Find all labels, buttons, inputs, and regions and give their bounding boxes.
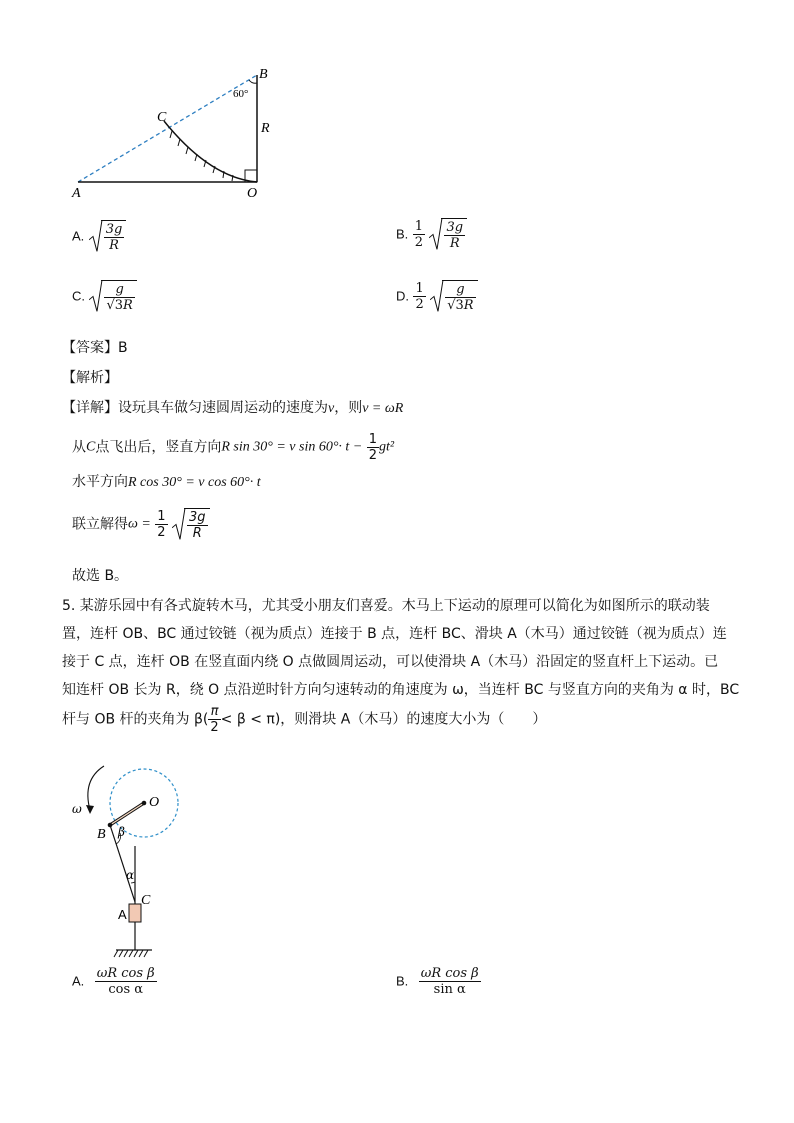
question-5-text: 5. 某游乐园中有各式旋转木马，尤其受小朋友们喜爱。木马上下运动的原理可以简化为如图所示的联动装 置，连杆 OB、BC 通过铰链（视为质点）连接于 B 点，连杆 BC、滑块 A（木马）通过铰链（视为质点）连 接于 C 点，连杆 OB 在竖直面内绕 O 点做圆周运动，可以使滑块 A（木马）沿固定的竖直杆上下运动。已 知连杆 OB 长为 R，绕 O 点沿逆时针方向匀速转动的角速度为 ω，当连杆 BC 与竖直方向的夹角为 α 时，BC 杆与 OB 杆的夹角为 β( $\frac{\pi}{2}$ < β < π)，则滑块 A（木马）的速度大小为（ ） [62, 598, 740, 735]
answer-label: 【答案】 [62, 340, 118, 356]
label-omega: ω [72, 802, 82, 816]
answer-line [62, 338, 128, 358]
label-O: O [247, 186, 258, 201]
analysis-line [62, 368, 118, 388]
detail-line-1: 【详解】设玩具车做匀速圆周运动的速度为v，则v = ωR [62, 400, 404, 416]
omega-arrow [88, 766, 104, 810]
detail-line-4: 联立解得ω = $\frac{1}{2}$ $\frac{3g}{R}$ [72, 508, 210, 541]
detail-line-2: 从C点飞出后，竖直方向R sin 30° = v sin 60°· t − $\frac{1}{2}$ gt² [72, 432, 395, 463]
label-B: B [97, 827, 106, 842]
label-beta: β [118, 825, 125, 839]
label-R: R [261, 121, 270, 136]
label-A: A [72, 186, 81, 201]
detail-line-3: 水平方向R cos 30° = v cos 60°· t [72, 474, 261, 490]
detail-line-5: 故选 B。 [72, 568, 129, 584]
slider-A [129, 904, 141, 922]
label-A: A [118, 907, 127, 922]
label-alpha: α [126, 868, 135, 882]
label-C: C [141, 893, 151, 908]
analysis-label: 【解析】 [62, 370, 118, 386]
q4-option-A[interactable]: A. $\frac{3g}{R}$ [72, 220, 126, 253]
answer-value: B [118, 340, 128, 356]
label-B: B [259, 67, 268, 82]
dashed-line-AB [78, 75, 257, 182]
arc-track [164, 121, 257, 182]
carousel-linkage-figure [68, 758, 188, 958]
incline-figure [60, 60, 290, 205]
label-60deg: 60° [233, 88, 249, 100]
q4-option-D[interactable]: D. $\frac{1}{2}$ $\frac{g}{√3R}$ [396, 280, 478, 313]
q4-option-B[interactable]: B. $\frac{1}{2}$ $\frac{3g}{R}$ [396, 218, 467, 251]
sqrt-3g-over-R: $\frac{3g}{R}$ [89, 220, 127, 253]
label-C: C [157, 110, 167, 125]
q4-option-C[interactable]: C. $\frac{g}{√3R}$ [72, 280, 137, 313]
q5-option-B[interactable]: B. $\frac{\text{ωR cos β}}{\text{sin α}}$ [396, 966, 479, 997]
q5-option-A[interactable]: A. $\frac{\text{ωR cos β}}{\text{cos α}}$ [72, 966, 155, 997]
label-O: O [149, 795, 160, 810]
angle-arc-60 [249, 80, 257, 83]
